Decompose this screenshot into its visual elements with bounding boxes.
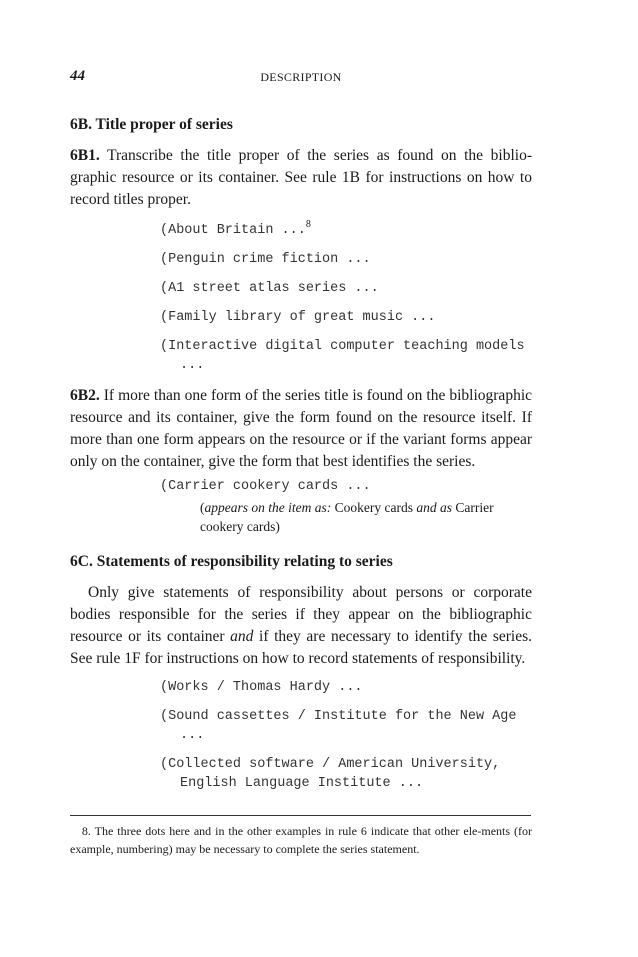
note-plain-1: Cookery cards [331, 500, 417, 515]
note-italic-1: appears on the item as: [204, 500, 332, 515]
section-heading-6c: 6C. Statements of responsibility relating to series [70, 553, 393, 570]
rule-6c-emphasis: and [230, 628, 254, 645]
example-line: (Works / Thomas Hardy ... [160, 680, 363, 695]
rule-6b2-label: 6B2. [70, 387, 100, 404]
footnote-ref: 8 [305, 219, 311, 230]
page-number: 44 [70, 68, 85, 84]
rule-6c-paragraph [70, 582, 532, 670]
example-6b2 [160, 477, 532, 536]
note-italic-2: and as [416, 500, 452, 515]
footnote-divider [70, 815, 531, 816]
example-line: (Penguin crime fiction ... [160, 252, 371, 267]
rule-6b1-label: 6B1. [70, 147, 100, 164]
note-plain-2: Carrier cookery cards) [200, 500, 494, 534]
example-note [200, 498, 532, 536]
examples-6b1 [160, 215, 532, 375]
footnote-text: The three dots here and in the other examples in rule 6 indicate that other ele-ments (for example, numbering) may be necessary to complete the series statement. [70, 824, 532, 856]
example-line: (A1 street atlas series ... [160, 281, 379, 296]
examples-6c [160, 678, 532, 793]
example-line: (Family library of great music ... [160, 310, 436, 325]
example-line: (Interactive digital computer teaching models ... [160, 339, 525, 373]
note-open: ( [200, 500, 205, 515]
rule-6b1-text: Transcribe the title proper of the series as found on the biblio-graphic resource or its container. See rule 1B for instructions on how to record titles proper. [70, 147, 532, 208]
main-content [70, 115, 532, 803]
rule-6c-text-1: Only give statements of responsibility about persons or corporate bodies responsible for the series if they appear on the bibliographic resource or its container [70, 584, 532, 645]
rule-6c-text-2: if they are necessary to identify the series. See rule 1F for instructions on how to record statements of responsibility. [70, 628, 532, 667]
footnote-number: 8. [81, 824, 91, 838]
running-title: DESCRIPTION [260, 70, 342, 84]
rule-6b2-text: If more than one form of the series title is found on the bibliographic resource and its container, give the form found on the resource itself. If more than one form appears on the resource or if the variant forms appear only on the container, give the form that best identifies the series. [70, 387, 532, 470]
footnote [70, 822, 532, 858]
rule-6b2-paragraph [70, 385, 532, 473]
rule-6b1-paragraph [70, 145, 532, 211]
example-line: (Sound cassettes / Institute for the New Age ... [160, 709, 517, 743]
section-heading-6b: 6B. Title proper of series [70, 116, 233, 133]
example-text: (About Britain ... [160, 223, 306, 238]
example-line: (Carrier cookery cards ... [160, 479, 371, 494]
running-head [70, 68, 532, 88]
example-line [160, 215, 532, 240]
example-line: (Collected software / American University, English Language Institute ... [160, 757, 501, 791]
